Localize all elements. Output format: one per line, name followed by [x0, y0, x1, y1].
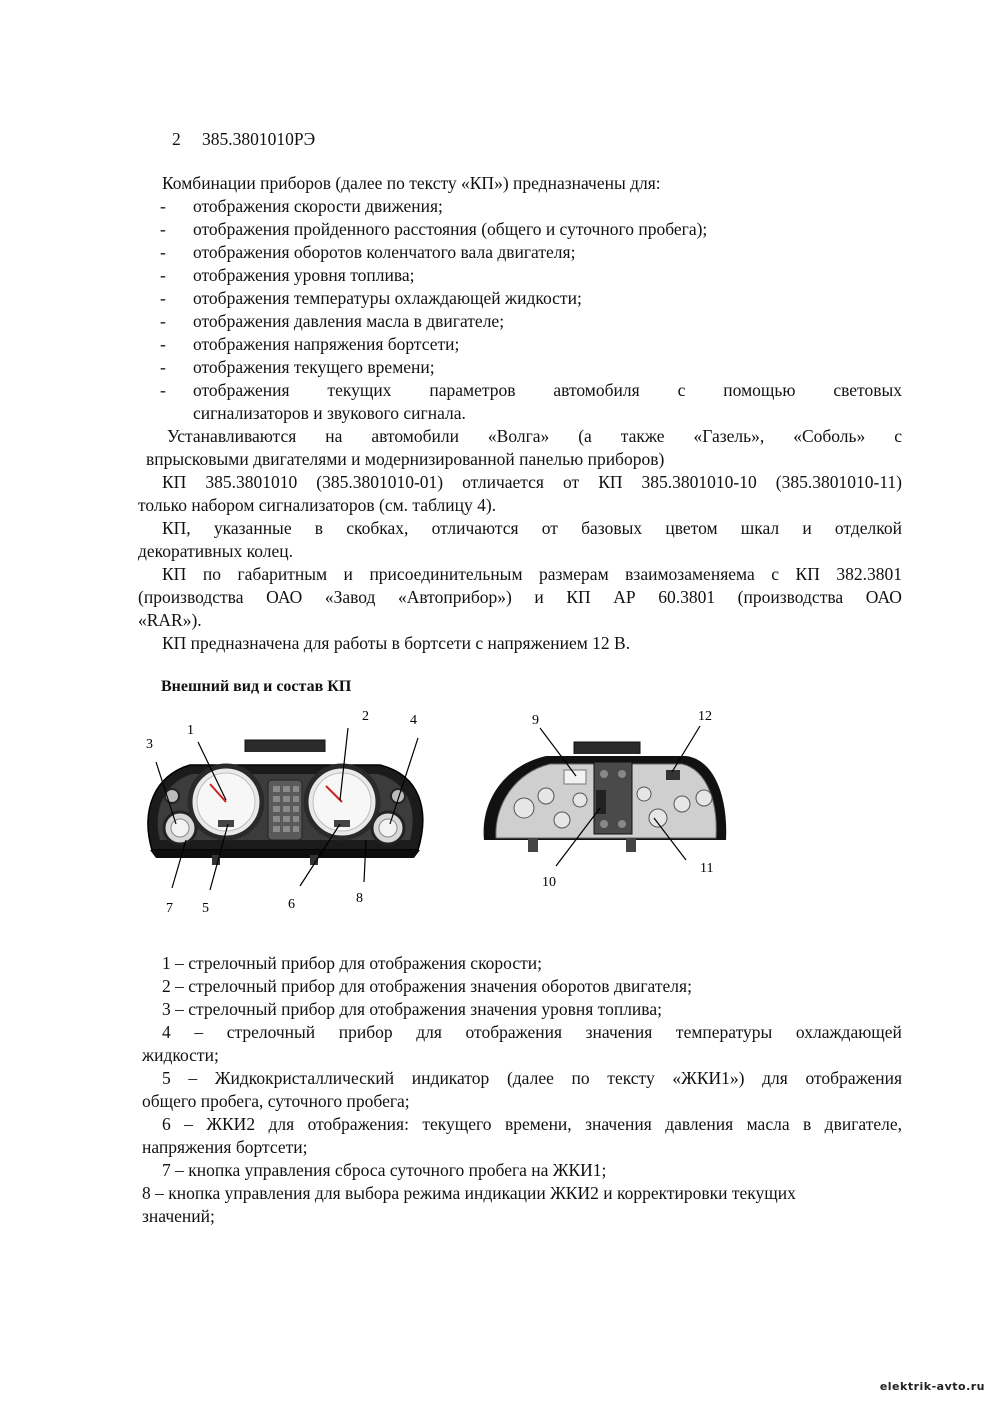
function-list-item: отображения текущего времени;: [193, 357, 435, 377]
interchange-word: (производства: [138, 587, 244, 607]
interchange-paragraph-line2: [138, 586, 902, 608]
legend-item-4-word: стрелочный: [226, 1022, 316, 1042]
function-list-item: отображения оборотов коленчатого вала двигателя;: [193, 242, 576, 262]
document-code: 385.3801010РЭ: [202, 129, 316, 149]
brackets-word: указанные: [213, 518, 292, 538]
brackets-word: скобках,: [346, 518, 409, 538]
install-word: автомобили: [371, 426, 459, 446]
brackets-word: отличаются: [431, 518, 519, 538]
interchange-word: 60.3801: [658, 587, 716, 607]
legend-item-4-word: значения: [585, 1022, 653, 1042]
variants-paragraph-line1: КП 385.3801010 (385.3801010-01) отличается от КП 385.3801010-10 (385.3801010-11): [162, 472, 902, 492]
install-paragraph-line1: [167, 425, 902, 447]
figure-label-2: 2: [362, 709, 369, 724]
legend-item-8-line1: 8 – кнопка управления для выбора режима индикации ЖКИ2 и корректировки текущих: [142, 1183, 796, 1203]
brackets-word: и: [802, 518, 812, 538]
list-bullet: -: [160, 219, 166, 239]
brackets-paragraph-line2: декоративных колец.: [138, 541, 293, 561]
function-last-word: с: [677, 380, 686, 400]
legend-item-6-line1: 6 – ЖКИ2 для отображения: текущего времени, значения давления масла в двигателе,: [162, 1114, 902, 1134]
figure-label-12: 12: [698, 709, 712, 724]
section-heading: Внешний вид и состав КП: [161, 678, 352, 695]
figure-label-7: 7: [166, 901, 173, 916]
legend-item-8-line2: значений;: [142, 1206, 215, 1226]
figure-label-8: 8: [356, 891, 363, 906]
install-word: на: [325, 426, 343, 446]
brackets-word: в: [314, 518, 324, 538]
install-word: Устанавливаются: [167, 426, 297, 446]
install-word: с: [894, 426, 902, 446]
figure-label-1: 1: [187, 723, 194, 738]
function-last-word: параметров: [429, 380, 516, 400]
function-list-item: отображения скорости движения;: [193, 196, 443, 216]
legend-item-5-line1: 5 – Жидкокристаллический индикатор (далее по тексту «ЖКИ1») для отображения: [162, 1068, 902, 1088]
install-word: «Газель»,: [693, 426, 765, 446]
figure-label-3: 3: [146, 737, 153, 752]
legend-item-3: 3 – стрелочный прибор для отображения значения уровня топлива;: [162, 999, 662, 1019]
variants-paragraph-line2: только набором сигнализаторов (см. таблицу 4).: [138, 495, 497, 515]
watermark: elektrik-avto.ru: [879, 1380, 985, 1393]
list-bullet: -: [160, 196, 166, 216]
interchange-word: и: [534, 587, 544, 607]
list-bullet: -: [160, 288, 166, 308]
brackets-word: от: [541, 518, 558, 538]
legend-item-2: 2 – стрелочный прибор для отображения значения оборотов двигателя;: [162, 976, 692, 996]
brackets-word: базовых: [581, 518, 643, 538]
legend-item-5-line2: общего пробега, суточного пробега;: [142, 1091, 410, 1111]
interchange-word: АР: [613, 587, 636, 607]
list-bullet: -: [160, 311, 166, 331]
figure-label-4: 4: [410, 713, 417, 728]
interchange-word: ОАО: [266, 587, 303, 607]
figure-label-5: 5: [202, 901, 209, 916]
function-last-line1: [193, 379, 902, 401]
list-bullet: -: [160, 242, 166, 262]
function-list-item: отображения пройденного расстояния (общего и суточного пробега);: [193, 219, 708, 239]
legend-item-6-line2: напряжения бортсети;: [142, 1137, 308, 1157]
interchange-word: ОАО: [865, 587, 902, 607]
function-list-item: отображения напряжения бортсети;: [193, 334, 460, 354]
function-last-word: отображения: [193, 380, 290, 400]
install-word: «Соболь»: [793, 426, 866, 446]
function-last-word: автомобиля: [553, 380, 640, 400]
list-bullet: -: [160, 334, 166, 354]
interchange-word: КП: [566, 587, 591, 607]
legend-item-4-word: температуры: [675, 1022, 773, 1042]
function-list-item: отображения температуры охлаждающей жидкости;: [193, 288, 582, 308]
brackets-paragraph-line1: [162, 517, 902, 539]
brackets-word: шкал: [740, 518, 780, 538]
legend-item-1: 1 – стрелочный прибор для отображения скорости;: [162, 953, 543, 973]
legend-item-4-word: 4: [162, 1022, 171, 1042]
list-bullet: -: [160, 357, 166, 377]
install-word: также: [620, 426, 665, 446]
figure-label-9: 9: [532, 713, 539, 728]
figure-label-10: 10: [542, 875, 556, 890]
list-bullet: -: [160, 380, 166, 400]
install-word: «Волга»: [487, 426, 550, 446]
interchange-word: (производства: [737, 587, 844, 607]
install-paragraph-line2: впрысковыми двигателями и модернизированной панелью приборов): [146, 449, 665, 469]
figure-label-6: 6: [288, 897, 295, 912]
figure-label-11: 11: [700, 861, 714, 876]
function-last-word: текущих: [327, 380, 392, 400]
function-last-word: помощью: [723, 380, 796, 400]
intro-text: Комбинации приборов (далее по тексту «КП») предназначены для:: [162, 173, 661, 193]
legend-item-4-line1: [162, 1021, 902, 1043]
page-number: 2: [172, 129, 181, 149]
function-last-line2: сигнализаторов и звукового сигнала.: [193, 403, 466, 423]
cluster-back-figure: [476, 700, 736, 900]
voltage-paragraph: КП предназначена для работы в бортсети с напряжением 12 В.: [162, 633, 631, 653]
interchange-paragraph-line1: КП по габаритным и присоединительным размерам взаимозаменяема с КП 382.3801: [162, 564, 902, 584]
function-last-word: световых: [833, 380, 902, 400]
function-list-item: отображения уровня топлива;: [193, 265, 415, 285]
legend-item-4-word: прибор: [338, 1022, 393, 1042]
legend-item-4-word: отображения: [465, 1022, 563, 1042]
brackets-word: КП,: [162, 518, 191, 538]
legend-item-4-line2: жидкости;: [142, 1045, 219, 1065]
interchange-word: «Завод: [324, 587, 376, 607]
brackets-word: отделкой: [834, 518, 902, 538]
legend-item-4-word: для: [416, 1022, 442, 1042]
list-bullet: -: [160, 265, 166, 285]
brackets-word: цветом: [665, 518, 718, 538]
legend-item-4-word: охлаждающей: [795, 1022, 902, 1042]
interchange-word: «Автоприбор»): [397, 587, 512, 607]
interchange-paragraph-line3: «RAR»).: [138, 610, 202, 630]
cluster-front-figure: [130, 700, 440, 920]
legend-item-7: 7 – кнопка управления сброса суточного пробега на ЖКИ1;: [162, 1160, 607, 1180]
legend-item-4-word: –: [194, 1022, 204, 1042]
install-word: (а: [578, 426, 592, 446]
function-list-item: отображения давления масла в двигателе;: [193, 311, 505, 331]
